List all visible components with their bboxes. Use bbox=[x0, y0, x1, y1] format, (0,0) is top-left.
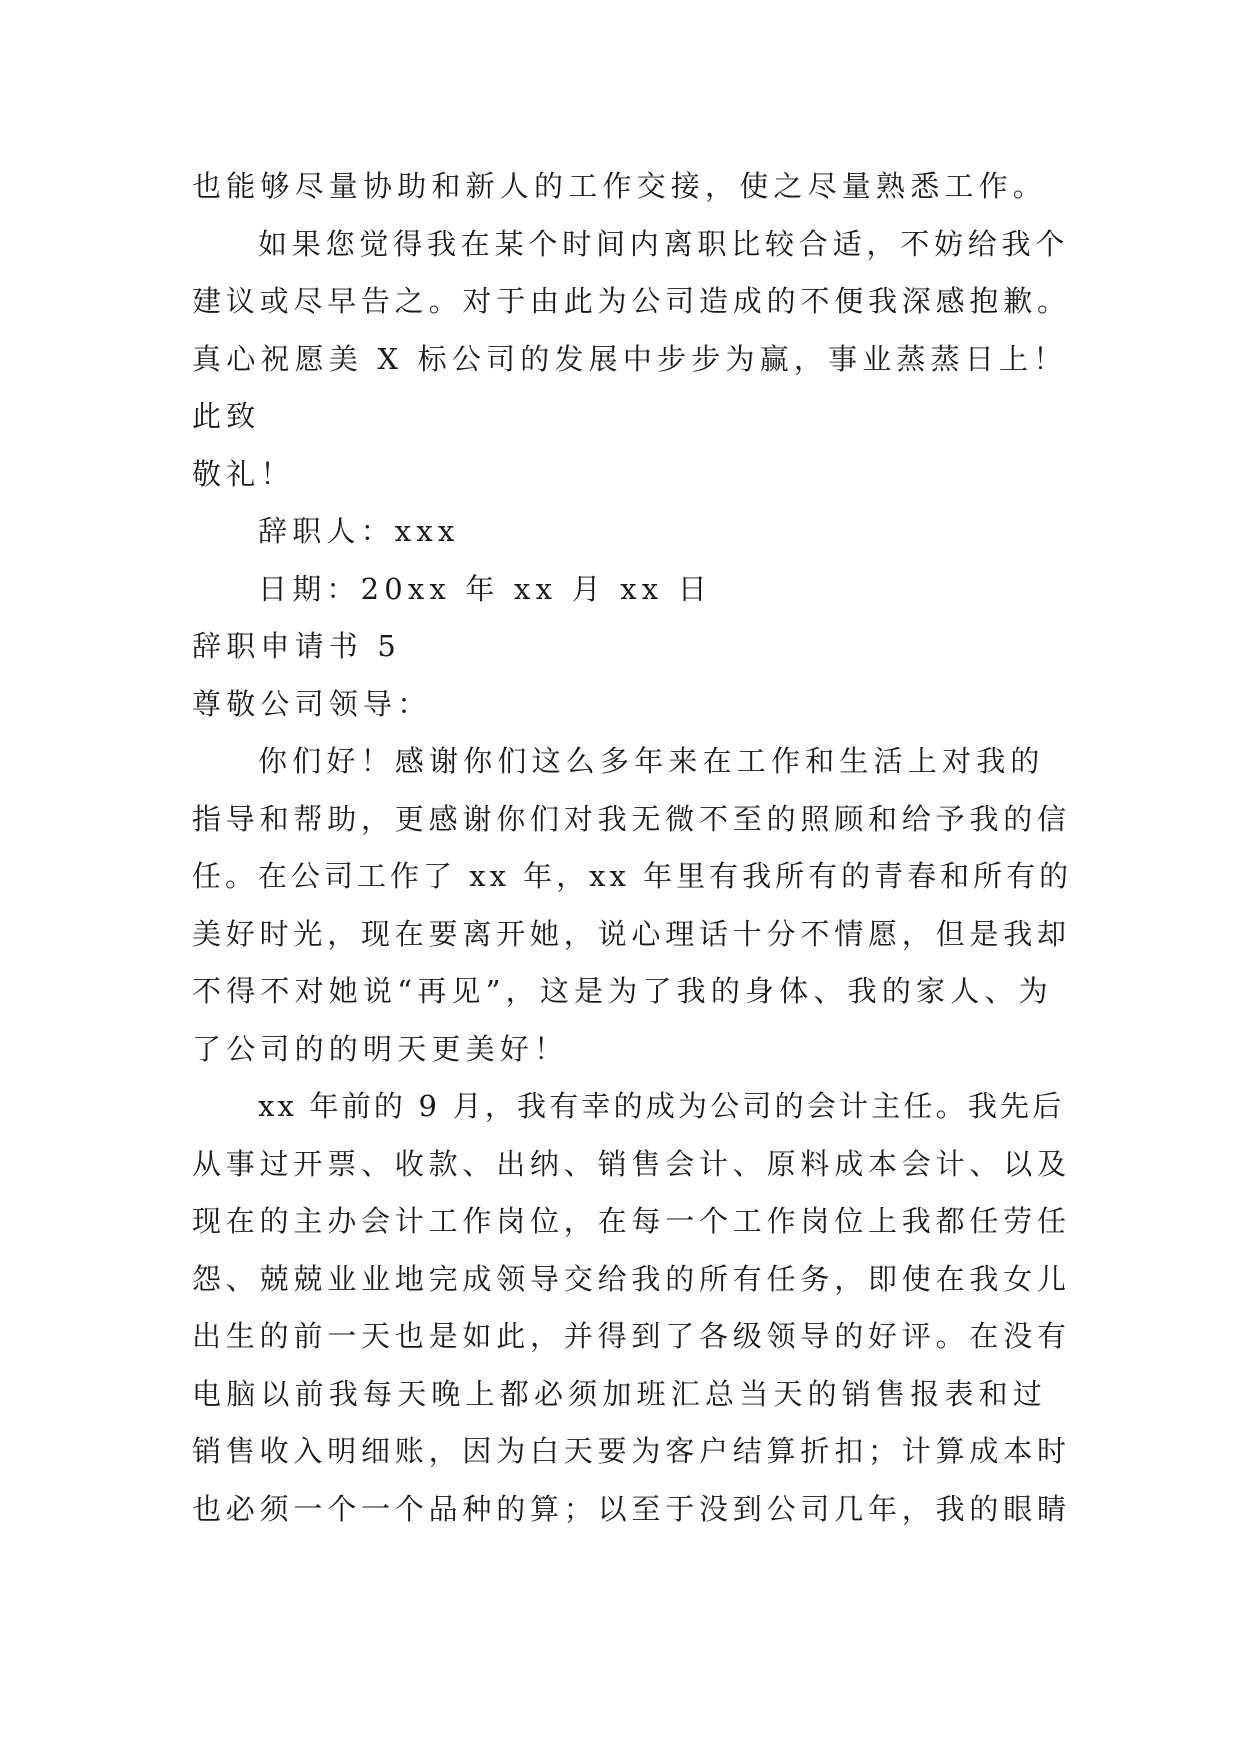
text-line: 你们好！感谢你们这么多年来在工作和生活上对我的 bbox=[258, 744, 1045, 778]
text-line: 也必须一个一个品种的算；以至于没到公司几年，我的眼睛 bbox=[192, 1491, 1071, 1526]
closing-phrase: 此致 bbox=[192, 399, 261, 433]
text-line: 电脑以前我每天晚上都必须加班汇总当天的销售报表和过 bbox=[192, 1376, 1048, 1411]
text-line: 怨、兢兢业业地完成领导交给我的所有任务，即使在我女儿 bbox=[192, 1261, 1071, 1296]
text-line: 建议或尽早告之。对于由此为公司造成的不便我深感抱歉。 bbox=[192, 284, 1071, 318]
text-line: 销售收入明细账，因为白天要为客户结算折扣；计算成本时 bbox=[192, 1434, 1071, 1468]
section-heading: 辞职申请书 5 bbox=[192, 629, 402, 663]
text-line: 现在的主办会计工作岗位，在每一个工作岗位上我都任劳任 bbox=[192, 1204, 1071, 1238]
text-line: 也能够尽量协助和新人的工作交接，使之尽量熟悉工作。 bbox=[192, 169, 1048, 203]
greeting: 尊敬公司领导： bbox=[192, 686, 432, 721]
text-line: 指导和帮助，更感谢你们对我无微不至的照顾和给予我的信 bbox=[192, 801, 1071, 836]
salutation: 敬礼！ bbox=[192, 456, 295, 491]
text-line: xx 年前的 9 月，我有幸的成为公司的会计主任。我先后 bbox=[258, 1089, 1065, 1123]
text-line: 从事过开票、收款、出纳、销售会计、原料成本会计、以及 bbox=[192, 1146, 1071, 1181]
date-line: 日期：20xx 年 xx 月 xx 日 bbox=[258, 571, 712, 606]
text-line: 不得不对她说“再见”，这是为了我的身体、我的家人、为 bbox=[192, 974, 1053, 1008]
text-line: 出生的前一天也是如此，并得到了各级领导的好评。在没有 bbox=[192, 1319, 1071, 1353]
text-line: 任。在公司工作了 xx 年，xx 年里有我所有的青春和所有的 bbox=[192, 859, 1073, 893]
text-line: 了公司的的明天更美好！ bbox=[192, 1031, 569, 1066]
text-line: 美好时光，现在要离开她，说心理话十分不情愿，但是我却 bbox=[192, 916, 1071, 951]
signature-line: 辞职人：xxx bbox=[258, 514, 460, 548]
text-line: 如果您觉得我在某个时间内离职比较合适，不妨给我个 bbox=[258, 226, 1070, 261]
text-line: 真心祝愿美 X 标公司的发展中步步为赢，事业蒸蒸日上！ bbox=[192, 341, 1068, 376]
letter-body bbox=[192, 158, 1072, 1538]
